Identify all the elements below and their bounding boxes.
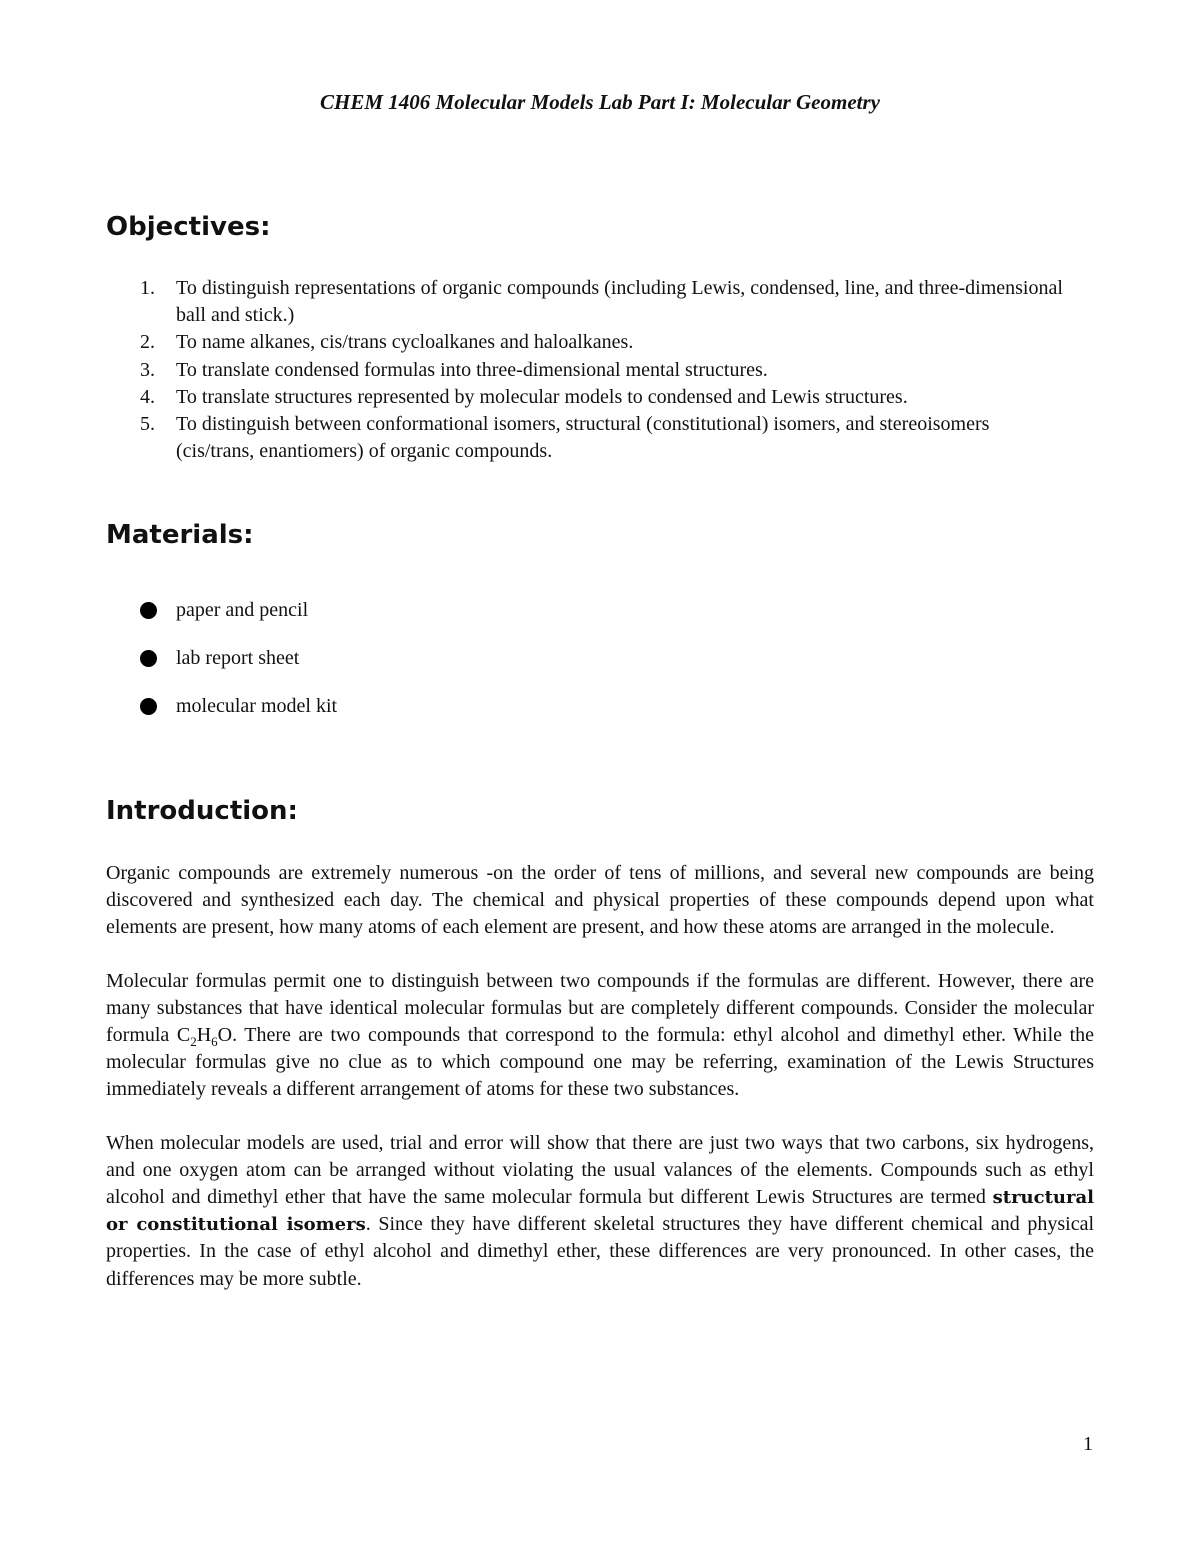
key-term: structural or constitutional isomers xyxy=(106,1187,1094,1236)
intro-paragraph: When molecular models are used, trial and error will show that there are just two ways that two carbons, six hydrogens, and one oxygen atom can be arranged without violating the usual valances of the elements. Compounds such as ethyl alcohol and dimethyl ether that have the same molecular formula but different Lewis Structures are termed structural or constitutional isomers. Since they have different skeletal structures they have different chemical and physical properties. In the case of ethyl alcohol and dimethyl ether, these differences are very pronounced. In other cases, the differences may be more subtle. xyxy=(106,1131,1095,1290)
introduction-heading: Introduction: xyxy=(106,796,298,826)
intro-paragraph: Molecular formulas permit one to distinguish between two compounds if the formulas are different. However, there are many substances that have identical molecular formulas but are completely different compounds. Consider the molecular formula $C_2H_6O$. There are two compounds that correspond to the formula: ethyl alcohol and dimethyl ether. While the molecular formulas give no clue as to which compound one may be referring, examination of the Lewis Structures immediately reveals a different arrangement of atoms for these two substances. xyxy=(106,969,1094,1101)
objective-item xyxy=(106,411,1066,465)
introduction-body xyxy=(106,860,1094,1319)
objectives-list xyxy=(106,275,1066,465)
document-title: CHEM 1406 Molecular Models Lab Part I: Molecular Geometry xyxy=(320,90,880,114)
objective-item xyxy=(106,357,1066,384)
objective-text: To name alkanes, cis/trans cycloalkanes and haloalkanes. xyxy=(176,331,634,354)
material-text: lab report sheet xyxy=(176,647,300,669)
objectives-heading: Objectives: xyxy=(106,212,271,242)
objective-number: 3. xyxy=(140,358,155,381)
objective-number: 2. xyxy=(140,331,155,354)
objective-text: To distinguish representations of organic compounds (including Lewis, condensed, line, and three-dimensional ball and stick.) xyxy=(176,277,1063,327)
objective-item xyxy=(106,275,1066,329)
subscript: 6 xyxy=(211,1034,218,1050)
subscript: 2 xyxy=(190,1034,197,1050)
objective-text: To translate structures represented by molecular models to condensed and Lewis structures. xyxy=(176,385,908,408)
objective-number: 4. xyxy=(140,385,155,408)
material-item xyxy=(106,596,337,644)
objective-number: 5. xyxy=(140,413,155,436)
bullet-icon xyxy=(140,602,157,619)
page-number: 1 xyxy=(1083,1433,1093,1455)
material-item xyxy=(106,692,337,740)
materials-list xyxy=(106,596,337,740)
objective-item xyxy=(106,329,1066,356)
bullet-icon xyxy=(140,698,157,715)
objective-text: To distinguish between conformational isomers, structural (constitutional) isomers, and stereoisomers (cis/trans, enantiomers) of organic compounds. xyxy=(176,413,990,463)
material-item xyxy=(106,644,337,692)
intro-paragraph: Organic compounds are extremely numerous -on the order of tens of millions, and several new compounds are being discovered and synthesized each day. The chemical and physical properties of these compounds depend upon what elements are present, how many atoms of each element are present, and how these atoms are arranged in the molecule. xyxy=(106,862,1094,939)
objective-item xyxy=(106,384,1066,411)
bullet-icon xyxy=(140,650,157,667)
material-text: molecular model kit xyxy=(176,695,338,717)
materials-heading: Materials: xyxy=(106,520,254,550)
objective-number: 1. xyxy=(140,277,155,299)
material-text: paper and pencil xyxy=(176,599,309,621)
objective-text: To translate condensed formulas into three-dimensional mental structures. xyxy=(176,358,768,381)
